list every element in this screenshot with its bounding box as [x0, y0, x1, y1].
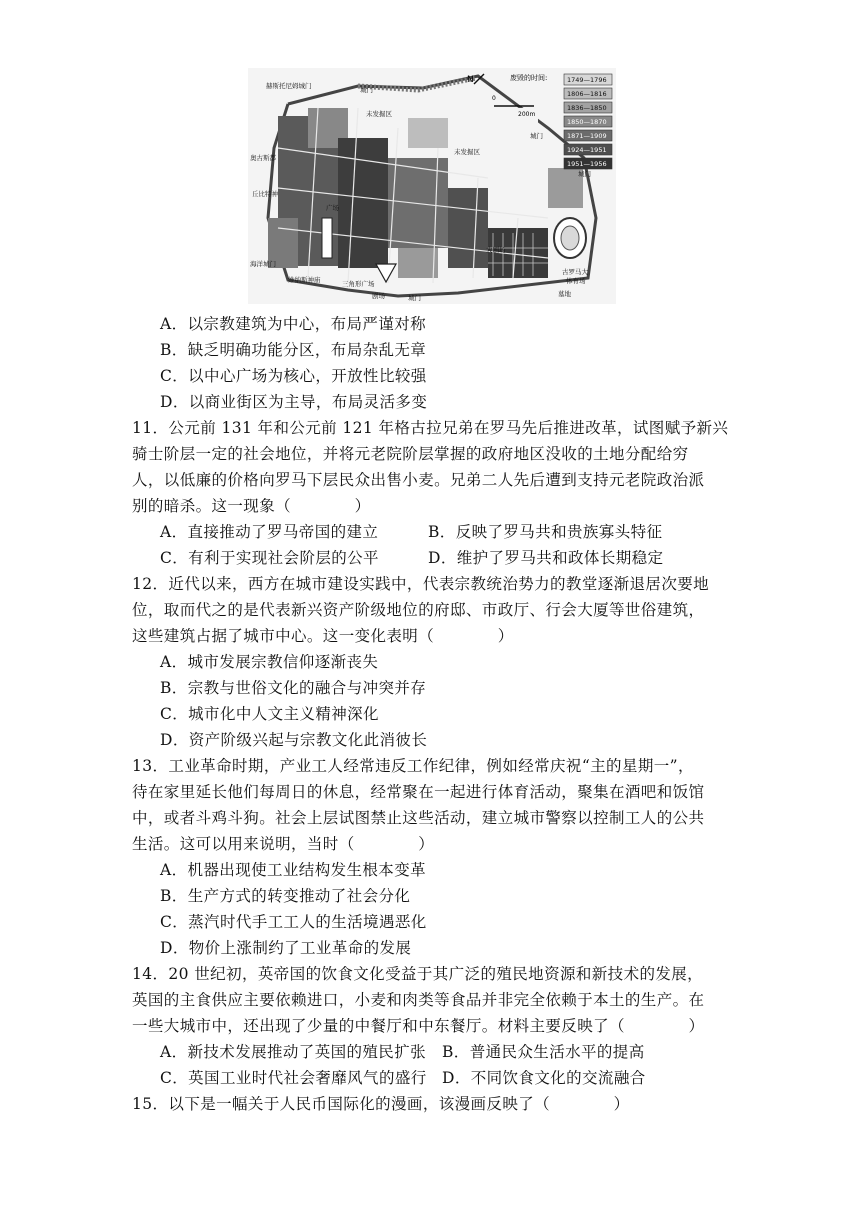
map-label-center-1: 广场 — [326, 204, 339, 212]
q13-stem-line-4: 生活。这可以用来说明，当时（ ） — [132, 835, 435, 853]
scale-label-max: 200m — [518, 111, 536, 118]
q15-stem-line-1: 15．以下是一幅关于人民币国际化的漫画，该漫画反映了（ ） — [132, 1095, 630, 1113]
q10-option-c: C．以中心广场为核心，开放性比较强 — [160, 367, 427, 385]
map-label-gate-right-2: 城门 — [578, 170, 591, 178]
q14-option-a: A．新技术发展推动了英国的殖民扩张 — [160, 1043, 426, 1061]
q10-option-d: D．以商业街区为主导，布局灵活多变 — [160, 393, 428, 411]
legend-item-2: 1806—1816 — [567, 90, 607, 98]
q11-stem-line-3: 人，以低廉的价格向罗马下层民众出售小麦。兄弟二人先后遭到支持元老院政治派 — [132, 471, 705, 489]
q14-stem-line-2: 英国的主食供应主要依赖进口，小麦和肉类等食品并非完全依赖于本土的生产。在 — [132, 991, 705, 1009]
q13-stem-line-3: 中，或者斗鸡斗狗。社会上层试图禁止这些活动，建立城市警察以控制工人的公共 — [132, 809, 705, 827]
q11-stem-line-2: 骑士阶层一定的社会地位，并将元老院阶层掌握的政府地区没收的土地分配给穷 — [132, 445, 689, 463]
map-label-left-2: 丘比特神 — [252, 190, 278, 198]
map-label-left-1: 奥古斯都 — [250, 154, 276, 162]
map-label-top-left: 赫斯托尼姆城门 — [266, 82, 312, 90]
legend-item-7: 1951—1956 — [567, 160, 607, 168]
map-label-district-2: 未发掘区 — [454, 148, 480, 156]
legend-item-4: 1850—1870 — [567, 118, 607, 126]
map-label-gate-top: 城门 — [360, 86, 373, 94]
q14-option-d: D．不同饮食文化的交流融合 — [442, 1069, 646, 1087]
map-label-gate-bottom: 城门 — [408, 294, 421, 302]
q13-option-b: B．生产方式的转变推动了社会分化 — [160, 887, 411, 905]
q11-option-d: D．维护了罗马共和政体长期稳定 — [428, 549, 664, 567]
legend-item-1: 1749—1796 — [567, 76, 607, 84]
map-label-right-2: 体育场 — [566, 277, 586, 285]
q14-stem-line-3: 一些大城市中，还出现了少量的中餐厅和中东餐厅。材料主要反映了（ ） — [132, 1017, 705, 1035]
legend-title: 废毁的时间: — [510, 74, 548, 82]
map-legend — [564, 74, 612, 169]
map-label-bottom-2: 剧场 — [372, 292, 385, 300]
q14-option-c: C．英国工业时代社会奢靡风气的盛行 — [160, 1069, 427, 1087]
q12-option-b: B．宗教与世俗文化的融合与冲突并存 — [160, 679, 427, 697]
legend-item-5: 1871—1909 — [567, 132, 607, 140]
map-label-right-1: 古罗马大 — [562, 268, 588, 276]
q12-option-c: C．城市化中人文主义精神深化 — [160, 705, 379, 723]
q13-stem-line-2: 待在家里延长他们每周日的休息，经常聚在一起进行体育活动，聚集在酒吧和饭馆 — [132, 783, 705, 801]
scale-label-zero: 0 — [492, 95, 496, 102]
q13-option-c: C．蒸汽时代手工工人的生活境遇恶化 — [160, 913, 427, 931]
q13-option-a: A．机器出现使工业结构发生根本变革 — [160, 861, 426, 879]
q12-option-a: A．城市发展宗教信仰逐渐丧失 — [160, 653, 379, 671]
legend-item-3: 1836—1850 — [567, 104, 607, 112]
legend-item-6: 1924—1951 — [567, 146, 607, 154]
q12-stem-line-2: 位，取而代之的是代表新兴资产阶级地位的府邸、市政厅、行会大厦等世俗建筑， — [132, 601, 705, 619]
city-map-figure — [248, 68, 616, 304]
map-label-left-3: 海洋城门 — [250, 260, 276, 268]
q14-stem-line-1: 14．20 世纪初，英帝国的饮食文化受益于其广泛的殖民地资源和新技术的发展， — [132, 965, 704, 983]
q11-stem-line-1: 11．公元前 131 年和公元前 121 年格古拉兄弟在罗马先后推进改革，试图赋予新兴 — [132, 419, 729, 437]
map-label-bottom-3: 大剧场 — [486, 246, 506, 254]
q10-option-b: B．缺乏明确功能分区，布局杂乱无章 — [160, 341, 427, 359]
q12-stem-line-1: 12．近代以来，西方在城市建设实践中，代表宗教统治势力的教堂逐渐退居次要地 — [132, 575, 710, 593]
q11-stem-line-4: 别的暗杀。这一现象（ ） — [132, 497, 371, 515]
q14-option-b: B．普通民众生活水平的提高 — [442, 1043, 645, 1061]
map-label-right-3: 墓地 — [558, 290, 571, 298]
q10-option-a: A．以宗教建筑为中心，布局严谨对称 — [160, 315, 426, 333]
city-map-svg — [248, 68, 616, 304]
q12-option-d: D．资产阶级兴起与宗教文化此消彼长 — [160, 731, 428, 749]
map-label-gate-right-1: 城门 — [530, 132, 543, 140]
q13-option-d: D．物价上涨制约了工业革命的发展 — [160, 939, 412, 957]
map-label-bottom-1: 三角形广场 — [342, 280, 375, 288]
q11-option-c: C．有利于实现社会阶层的公平 — [160, 549, 379, 567]
map-label-district-1: 未发掘区 — [366, 110, 392, 118]
q11-option-b: B．反映了罗马共和贵族寡头特征 — [428, 523, 663, 541]
q11-option-a: A．直接推动了罗马帝国的建立 — [160, 523, 379, 541]
north-label: N — [467, 75, 474, 85]
q13-stem-line-1: 13．工业革命时期，产业工人经常违反工作纪律，例如经常庆祝“主的星期一”， — [132, 757, 694, 775]
map-label-left-4: 维纳斯神庙 — [288, 276, 321, 284]
q12-stem-line-3: 这些建筑占据了城市中心。这一变化表明（ ） — [132, 627, 514, 645]
